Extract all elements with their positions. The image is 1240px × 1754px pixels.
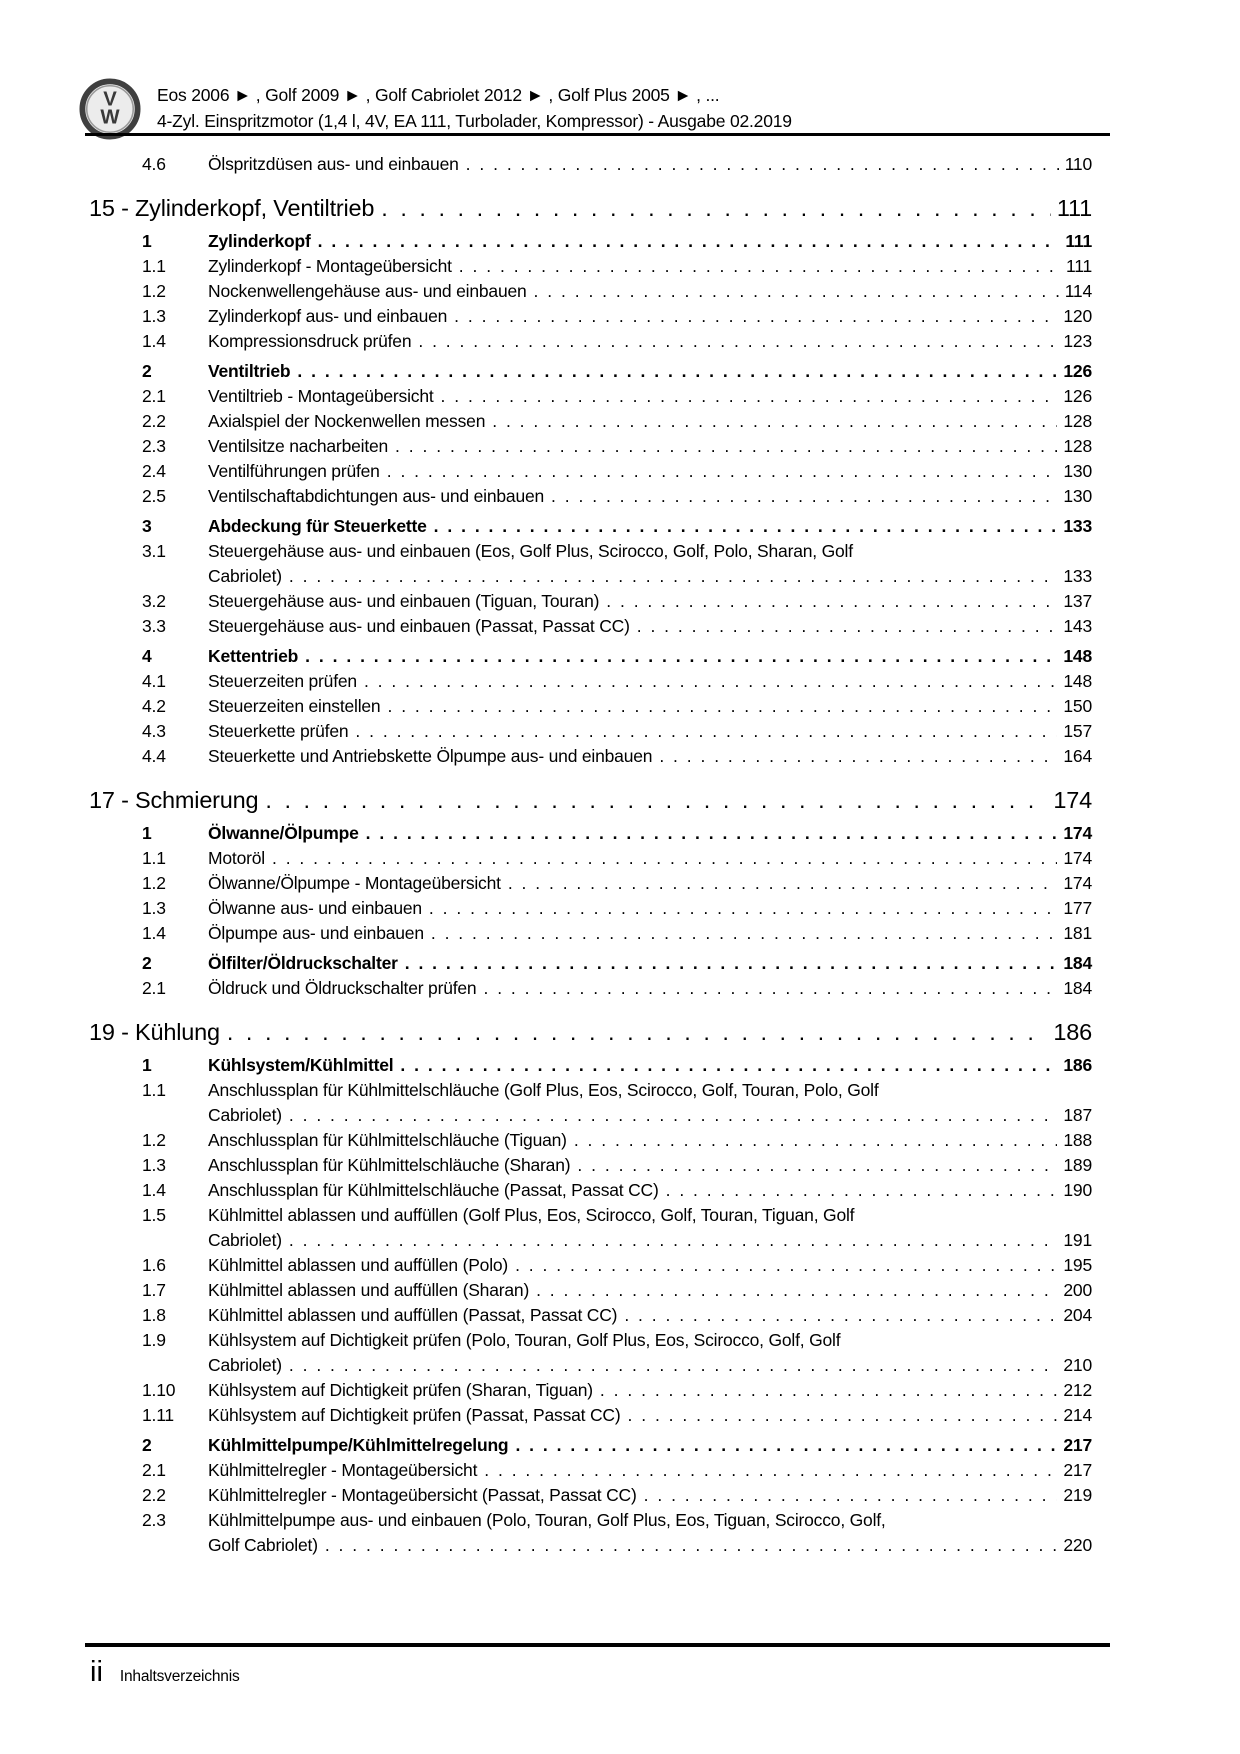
dot-leader	[381, 193, 1051, 224]
toc-row-number: 1.1	[142, 256, 166, 276]
toc-row-page: 114	[1064, 281, 1092, 301]
dot-leader	[272, 846, 1057, 871]
toc-row-page: 174	[1053, 787, 1092, 813]
toc-row[interactable]	[89, 1483, 1092, 1508]
toc-row[interactable]	[89, 951, 1092, 976]
toc-row-title: Ventilschaftabdichtungen aus- und einbauen	[208, 486, 545, 506]
toc-row-page: 174	[1063, 873, 1092, 893]
toc-row-title: Kompressionsdruck prüfen	[208, 331, 412, 351]
toc-row[interactable]	[89, 1378, 1092, 1403]
toc-row-page: 150	[1063, 696, 1092, 716]
toc-row-number: 1.4	[142, 1180, 166, 1200]
toc-row-page: 137	[1063, 591, 1092, 611]
toc-row[interactable]	[89, 1278, 1092, 1303]
dot-leader	[515, 1433, 1057, 1458]
toc-row-title: Axialspiel der Nockenwellen messen	[208, 411, 486, 431]
toc-row-title: Kühlmittelpumpe aus- und einbauen (Polo, Touran, Golf Plus, Eos, Tiguan, Scirocco, Golf,	[208, 1510, 886, 1530]
toc-row-page: 110	[1064, 154, 1092, 174]
toc-row-title: Ventilsitze nacharbeiten	[208, 436, 389, 456]
toc-row[interactable]	[89, 1508, 1092, 1558]
toc-row-title: Zylinderkopf - Montageübersicht	[208, 256, 452, 276]
toc-row-title: Öldruck und Öldruckschalter prüfen	[208, 978, 477, 998]
dot-leader	[429, 896, 1057, 921]
toc-row-page: 186	[1063, 1055, 1092, 1075]
dot-leader	[606, 589, 1057, 614]
toc-row-number: 2.2	[142, 1485, 166, 1505]
toc-row-number: 2.1	[142, 386, 166, 406]
toc-row-title: Ölwanne aus- und einbauen	[208, 898, 422, 918]
dot-leader	[484, 1458, 1057, 1483]
toc-row-page: 111	[1065, 231, 1092, 251]
dot-leader	[431, 921, 1058, 946]
toc-row-page: 111	[1056, 195, 1092, 221]
dot-leader	[492, 409, 1057, 434]
toc-list	[89, 152, 1092, 1558]
toc-row-page: 191	[1063, 1230, 1092, 1250]
toc-row-number: 1.5	[142, 1205, 166, 1225]
toc-row-page: 148	[1063, 646, 1092, 666]
toc-row-title: Kühlsystem/Kühlmittel	[208, 1055, 394, 1075]
toc-row-title: Anschlussplan für Kühlmittelschläuche (Passat, Passat CC)	[208, 1180, 659, 1200]
dot-leader	[454, 304, 1057, 329]
toc-row-number: 1.11	[142, 1405, 174, 1425]
toc-row-number: 1.4	[142, 923, 166, 943]
toc-row[interactable]	[89, 1203, 1092, 1253]
toc-row-page: 190	[1063, 1180, 1092, 1200]
dot-leader	[483, 976, 1057, 1001]
toc-row-page: 123	[1063, 331, 1092, 351]
toc-row-number: 1.7	[142, 1280, 166, 1300]
toc-row-page: 128	[1063, 411, 1092, 431]
dot-leader	[289, 1103, 1058, 1128]
dot-leader	[289, 1353, 1058, 1378]
toc-row-title: Ventiltrieb - Montageübersicht	[208, 386, 434, 406]
footer-page-number: ii	[90, 1656, 103, 1688]
toc-row[interactable]	[89, 1017, 1092, 1048]
toc-row-page: 187	[1063, 1105, 1092, 1125]
toc-row[interactable]	[89, 514, 1092, 539]
toc-row-page: 214	[1063, 1405, 1092, 1425]
toc-row-number: 4.1	[142, 671, 166, 691]
toc-row-number: 2.1	[142, 978, 166, 998]
dot-leader	[624, 1303, 1057, 1328]
toc-row-page: 130	[1063, 486, 1092, 506]
dot-leader	[441, 384, 1058, 409]
toc-row-page: 174	[1063, 823, 1092, 843]
dot-leader	[395, 434, 1057, 459]
toc-row-page: 126	[1063, 361, 1092, 381]
toc-row-number: 1.9	[142, 1330, 166, 1350]
toc-row-number: 2	[142, 953, 152, 973]
toc-row[interactable]	[89, 1178, 1092, 1203]
dot-leader	[364, 669, 1057, 694]
dot-leader	[400, 1053, 1057, 1078]
toc-row-page: 133	[1063, 516, 1092, 536]
footer-rule	[85, 1643, 1110, 1647]
toc-row-continuation: Cabriolet)	[208, 1355, 282, 1375]
toc-row-title: 17 - Schmierung	[89, 787, 259, 813]
toc-row-page: 186	[1053, 1019, 1092, 1045]
toc-row[interactable]	[89, 976, 1092, 1001]
toc-row-title: Kühlmittel ablassen und auffüllen (Passat, Passat CC)	[208, 1305, 618, 1325]
toc-row-continuation: Cabriolet)	[208, 566, 282, 586]
toc-row-page: 130	[1063, 461, 1092, 481]
footer	[90, 1652, 240, 1692]
toc-row-page: 210	[1063, 1355, 1092, 1375]
toc-row-title: Kettentrieb	[208, 646, 299, 666]
toc-row-title: Steuergehäuse aus- und einbauen (Eos, Golf Plus, Scirocco, Golf, Polo, Sharan, Golf	[208, 541, 853, 561]
toc-row-title: Ölwanne/Ölpumpe - Montageübersicht	[208, 873, 501, 893]
toc-row-number: 3.2	[142, 591, 166, 611]
toc-row[interactable]	[89, 896, 1092, 921]
toc-row[interactable]	[89, 359, 1092, 384]
header-engine-line: 4-Zyl. Einspritzmotor (1,4 l, 4V, EA 111, Turbolader, Kompressor) - Ausgabe 02.2019	[157, 111, 792, 131]
toc-row-title: Ölfilter/Öldruckschalter	[208, 953, 398, 973]
toc-row[interactable]	[89, 484, 1092, 509]
toc-row[interactable]	[89, 1053, 1092, 1078]
toc-row-title: Kühlmittel ablassen und auffüllen (Sharan)	[208, 1280, 530, 1300]
dot-leader	[666, 1178, 1058, 1203]
toc-row-title: Anschlussplan für Kühlmittelschläuche (Tiguan)	[208, 1130, 567, 1150]
toc-row[interactable]	[89, 539, 1092, 589]
toc-row-title: Ölpumpe aus- und einbauen	[208, 923, 424, 943]
toc-row-title: 15 - Zylinderkopf, Ventiltrieb	[89, 195, 375, 221]
toc-row-number: 2.3	[142, 1510, 166, 1530]
toc-row-page: 164	[1063, 746, 1092, 766]
toc-row-title: Ventilführungen prüfen	[208, 461, 380, 481]
toc-row-number: 1.1	[142, 848, 166, 868]
toc-row-number: 2	[142, 1435, 152, 1455]
toc-row[interactable]	[89, 384, 1092, 409]
dot-leader	[466, 152, 1059, 177]
toc-row-number: 4.4	[142, 746, 166, 766]
toc-row-title: Motoröl	[208, 848, 265, 868]
toc-row-number: 1.10	[142, 1380, 176, 1400]
toc-row-title: Kühlmittelregler - Montageübersicht (Passat, Passat CC)	[208, 1485, 637, 1505]
toc-row-page: 111	[1065, 256, 1092, 276]
toc-row[interactable]	[89, 921, 1092, 946]
toc-row-number: 1	[142, 231, 152, 251]
vw-logo-icon	[78, 78, 142, 140]
dot-leader	[289, 1228, 1058, 1253]
toc-row-title: Steuerkette und Antriebskette Ölpumpe aus- und einbauen	[208, 746, 653, 766]
toc-row-number: 2.3	[142, 436, 166, 456]
toc-row-page: 157	[1063, 721, 1092, 741]
toc-row-page: 189	[1063, 1155, 1092, 1175]
dot-leader	[644, 1483, 1058, 1508]
dot-leader	[628, 1403, 1058, 1428]
toc-row-page: 188	[1063, 1130, 1092, 1150]
toc-row-title: Ölwanne/Ölpumpe	[208, 823, 359, 843]
toc-row-page: 143	[1063, 616, 1092, 636]
dot-leader	[515, 1253, 1057, 1278]
dot-leader	[387, 459, 1058, 484]
toc-row-title: Steuerkette prüfen	[208, 721, 349, 741]
toc-row[interactable]	[89, 846, 1092, 871]
toc-row-number: 1.2	[142, 873, 166, 893]
toc-row-title: Anschlussplan für Kühlmittelschläuche (Sharan)	[208, 1155, 571, 1175]
toc-row-number: 1.8	[142, 1305, 166, 1325]
dot-leader	[536, 1278, 1057, 1303]
toc-row[interactable]	[89, 1303, 1092, 1328]
toc-row-title: Nockenwellengehäuse aus- und einbauen	[208, 281, 527, 301]
toc-row-page: 219	[1063, 1485, 1092, 1505]
toc-row-number: 1.1	[142, 1080, 166, 1100]
toc-row-number: 1.3	[142, 1155, 166, 1175]
toc-row-page: 126	[1063, 386, 1092, 406]
toc-row-title: Zylinderkopf aus- und einbauen	[208, 306, 448, 326]
toc-row[interactable]	[89, 279, 1092, 304]
toc-row[interactable]	[89, 152, 1092, 177]
toc-row-number: 4.6	[142, 154, 166, 174]
toc-row-number: 2	[142, 361, 152, 381]
dot-leader	[405, 951, 1058, 976]
dot-leader	[325, 1533, 1058, 1558]
toc-row[interactable]	[89, 1153, 1092, 1178]
svg-text:V: V	[103, 88, 117, 111]
dot-leader	[289, 564, 1058, 589]
toc-row-number: 1.3	[142, 306, 166, 326]
svg-text:W: W	[100, 106, 120, 129]
dot-leader	[297, 359, 1057, 384]
toc-row-page: 204	[1063, 1305, 1092, 1325]
toc-row-title: Kühlmittelregler - Montageübersicht	[208, 1460, 478, 1480]
toc-row[interactable]	[89, 409, 1092, 434]
toc-row[interactable]	[89, 229, 1092, 254]
toc-row-page: 181	[1063, 923, 1092, 943]
toc-row-number: 3	[142, 516, 152, 536]
toc-row-number: 1	[142, 823, 152, 843]
dot-leader	[577, 1153, 1057, 1178]
header-model-line: Eos 2006 ► , Golf 2009 ► , Golf Cabriolet 2012 ► , Golf Plus 2005 ► , ...	[157, 85, 720, 105]
toc-row[interactable]	[89, 694, 1092, 719]
toc-row-page: 177	[1063, 898, 1092, 918]
toc-row-number: 4.2	[142, 696, 166, 716]
toc-row-title: Kühlmittelpumpe/Kühlmittelregelung	[208, 1435, 509, 1455]
dot-leader	[265, 785, 1047, 816]
toc-row[interactable]	[89, 589, 1092, 614]
toc-row-title: Steuergehäuse aus- und einbauen (Passat, Passat CC)	[208, 616, 630, 636]
toc-row[interactable]	[89, 614, 1092, 639]
dot-leader	[387, 694, 1057, 719]
header	[157, 82, 1097, 134]
toc-row[interactable]	[89, 304, 1092, 329]
toc-row-title: Ölspritzdüsen aus- und einbauen	[208, 154, 459, 174]
toc-row-number: 2.2	[142, 411, 166, 431]
toc-row[interactable]	[89, 1078, 1092, 1128]
toc-row-number: 1.2	[142, 281, 166, 301]
toc-row[interactable]	[89, 1403, 1092, 1428]
dot-leader	[534, 279, 1059, 304]
toc-row-title: Kühlsystem auf Dichtigkeit prüfen (Sharan, Tiguan)	[208, 1380, 593, 1400]
toc-row-title: Abdeckung für Steuerkette	[208, 516, 427, 536]
toc-row[interactable]	[89, 644, 1092, 669]
toc-row-page: 128	[1063, 436, 1092, 456]
toc-row-page: 184	[1063, 978, 1092, 998]
toc-row-number: 2.1	[142, 1460, 166, 1480]
toc-row-number: 2.4	[142, 461, 166, 481]
dot-leader	[508, 871, 1058, 896]
toc-row-page: 220	[1063, 1535, 1092, 1555]
toc-row-title: Kühlmittel ablassen und auffüllen (Polo)	[208, 1255, 509, 1275]
dot-leader	[637, 614, 1058, 639]
dot-leader	[305, 644, 1057, 669]
toc-row-page: 120	[1063, 306, 1092, 326]
toc-row-page: 133	[1063, 566, 1092, 586]
toc-row-page: 174	[1063, 848, 1092, 868]
toc-row[interactable]	[89, 459, 1092, 484]
toc-row[interactable]	[89, 871, 1092, 896]
toc-row-continuation: Cabriolet)	[208, 1105, 282, 1125]
footer-section-label: Inhaltsverzeichnis	[119, 1668, 240, 1685]
toc-row-number: 1.3	[142, 898, 166, 918]
dot-leader	[355, 719, 1057, 744]
toc-row-title: Kühlsystem auf Dichtigkeit prüfen (Passat, Passat CC)	[208, 1405, 621, 1425]
toc-row-page: 212	[1063, 1380, 1092, 1400]
toc-row-page: 217	[1063, 1435, 1092, 1455]
toc-row[interactable]	[89, 1433, 1092, 1458]
toc-row-title: Ventiltrieb	[208, 361, 291, 381]
toc-row-page: 184	[1063, 953, 1092, 973]
toc-row-number: 3.3	[142, 616, 166, 636]
toc-row-title: Kühlmittel ablassen und auffüllen (Golf Plus, Eos, Scirocco, Golf, Touran, Tiguan, Golf	[208, 1205, 855, 1225]
toc-row[interactable]	[89, 1458, 1092, 1483]
dot-leader	[551, 484, 1057, 509]
toc-row[interactable]	[89, 254, 1092, 279]
toc-row[interactable]	[89, 719, 1092, 744]
dot-leader	[318, 229, 1060, 254]
toc-row[interactable]	[89, 1128, 1092, 1153]
toc-row-number: 1.4	[142, 331, 166, 351]
toc-row[interactable]	[89, 434, 1092, 459]
toc-row-number: 1.2	[142, 1130, 166, 1150]
toc-row-title: Anschlussplan für Kühlmittelschläuche (Golf Plus, Eos, Scirocco, Golf, Touran, Polo, Golf	[208, 1080, 879, 1100]
toc-row-page: 148	[1063, 671, 1092, 691]
dot-leader	[227, 1017, 1048, 1048]
toc-row-page: 195	[1063, 1255, 1092, 1275]
toc-row-title: Zylinderkopf	[208, 231, 311, 251]
dot-leader	[600, 1378, 1057, 1403]
toc-row[interactable]	[89, 821, 1092, 846]
toc-row-number: 2.5	[142, 486, 166, 506]
toc-row-number: 4.3	[142, 721, 166, 741]
toc-row-title: Steuergehäuse aus- und einbauen (Tiguan, Touran)	[208, 591, 600, 611]
toc-row-page: 200	[1063, 1280, 1092, 1300]
dot-leader	[366, 821, 1058, 846]
toc-row[interactable]	[89, 669, 1092, 694]
toc-row[interactable]	[89, 1328, 1092, 1378]
toc-row-title: Steuerzeiten prüfen	[208, 671, 357, 691]
dot-leader	[418, 329, 1057, 354]
toc-row-number: 1	[142, 1055, 152, 1075]
dot-leader	[659, 744, 1057, 769]
dot-leader	[434, 514, 1058, 539]
dot-leader	[459, 254, 1060, 279]
toc-row-continuation: Cabriolet)	[208, 1230, 282, 1250]
toc-row-number: 3.1	[142, 541, 166, 561]
toc-row-number: 1.6	[142, 1255, 166, 1275]
toc-row[interactable]	[89, 744, 1092, 769]
toc-row[interactable]	[89, 1253, 1092, 1278]
toc-row-title: 19 - Kühlung	[89, 1019, 220, 1045]
toc-row[interactable]	[89, 785, 1092, 816]
header-rule	[85, 133, 1110, 136]
toc-row-title: Steuerzeiten einstellen	[208, 696, 381, 716]
toc-row[interactable]	[89, 193, 1092, 224]
toc-row-continuation: Golf Cabriolet)	[208, 1535, 318, 1555]
toc-row-title: Kühlsystem auf Dichtigkeit prüfen (Polo, Touran, Golf Plus, Eos, Scirocco, Golf, Golf	[208, 1330, 841, 1350]
toc-row-number: 4	[142, 646, 152, 666]
toc-row[interactable]	[89, 329, 1092, 354]
dot-leader	[574, 1128, 1058, 1153]
toc-row-page: 217	[1063, 1460, 1092, 1480]
